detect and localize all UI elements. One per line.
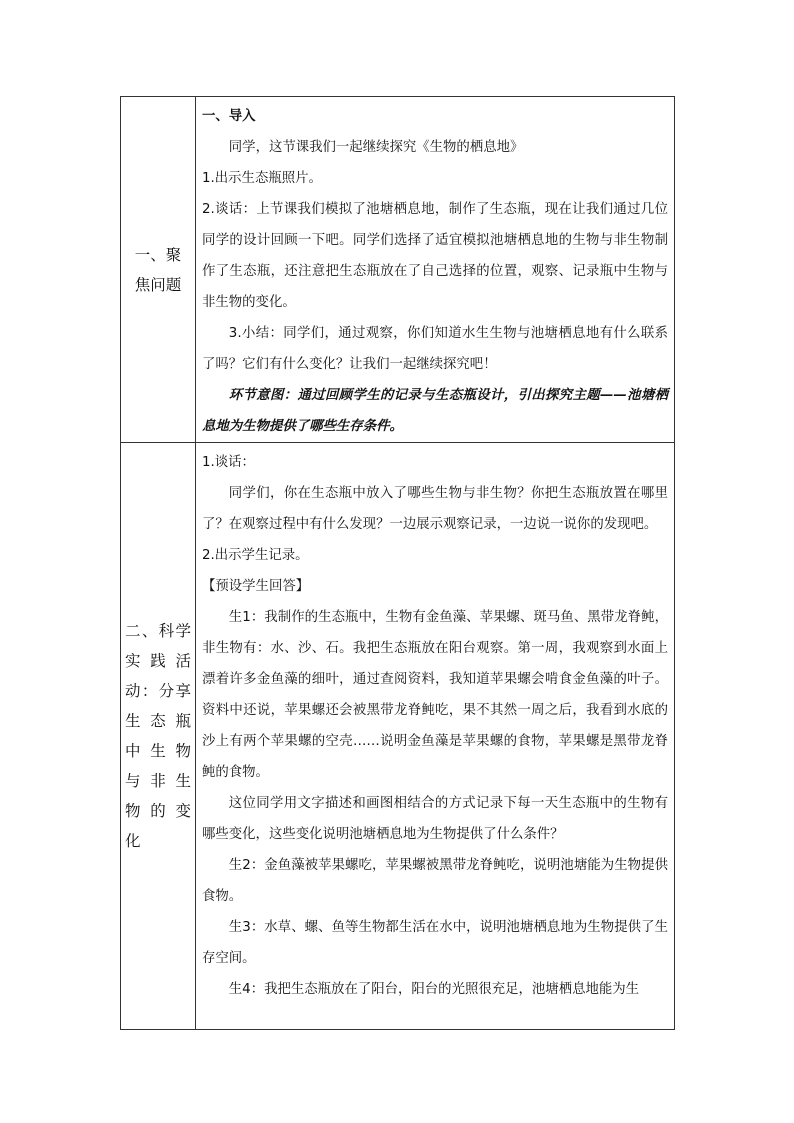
- label-line: 生态瓶: [125, 712, 191, 730]
- paragraph: 2.出示学生记录。: [202, 548, 309, 563]
- section-content-cell: [196, 97, 675, 443]
- paragraph: 这位同学用文字描述和画图相结合的方式记录下每一天生态瓶中的生物有哪些变化，这些变化说明池塘栖息地为生物提供了什么条件？: [202, 796, 668, 842]
- lesson-plan-table: [120, 96, 675, 1030]
- label-line: 物的变: [125, 802, 191, 820]
- label-line: 化: [125, 832, 141, 850]
- label-line: 焦问题: [134, 275, 182, 294]
- section-label-cell: [121, 443, 196, 1030]
- paragraph: 2.谈话：上节课我们模拟了池塘栖息地，制作了生态瓶，现在让我们通过几位同学的设计回顾一下吧。同学们选择了适宜模拟池塘栖息地的生物与非生物制作了生态瓶，还注意把生态瓶放在了自己选择的位置，观察、记录瓶中生物与非生物的变化。: [202, 202, 668, 310]
- section-content-cell: [196, 443, 675, 1030]
- table-row: [121, 97, 675, 443]
- section-content: [196, 443, 674, 1005]
- paragraph: 1.出示生态瓶照片。: [202, 171, 322, 186]
- paragraph: 生2：金鱼藻被苹果螺吃，苹果螺被黑带龙脊鲀吃，说明池塘能为生物提供食物。: [202, 858, 668, 904]
- label-line: 二、科学: [125, 622, 191, 640]
- label-line: 与非生: [125, 772, 191, 790]
- label-line: 实践活: [125, 652, 191, 670]
- paragraph: 3.小结：同学们，通过观察，你们知道水生生物与池塘栖息地有什么联系了吗？它们有什么变化？让我们一起继续探究吧！: [202, 326, 668, 372]
- paragraph: 生3：水草、螺、鱼等生物都生活在水中，说明池塘栖息地为生物提供了生存空间。: [202, 920, 668, 966]
- paragraph: 同学们，你在生态瓶中放入了哪些生物与非生物？你把生态瓶放置在哪里了？在观察过程中有什么发现？一边展示观察记录，一边说一说你的发现吧。: [202, 486, 668, 532]
- section-label-cell: [121, 97, 196, 443]
- table-row: [121, 443, 675, 1030]
- section-heading: 一、导入: [202, 109, 256, 124]
- paragraph: 1.谈话：: [202, 455, 255, 470]
- paragraph: 同学，这节课我们一起继续探究《生物的栖息地》: [228, 140, 524, 155]
- section-label: [121, 616, 195, 856]
- design-intent: 环节意图：通过回顾学生的记录与生态瓶设计，引出探究主题——池塘栖息地为生物提供了哪些生存条件。: [202, 388, 668, 434]
- label-line: 一、聚: [134, 245, 182, 264]
- label-line: 动：分享: [125, 682, 191, 700]
- paragraph: 生4：我把生态瓶放在了阳台，阳台的光照很充足，池塘栖息地能为生: [228, 982, 640, 997]
- section-content: [196, 97, 674, 442]
- section-label: [121, 240, 195, 300]
- paragraph: 生1：我制作的生态瓶中，生物有金鱼藻、苹果螺、斑马鱼、黑带龙脊鲀，非生物有：水、沙、石。我把生态瓶放在阳台观察。第一周，我观察到水面上漂着许多金鱼藻的细叶，通过查阅资料，我知道苹果螺会啃食金鱼藻的叶子。资料中还说，苹果螺还会被黑带龙脊鲀吃，果不其然一周之后，我看到水底的沙上有两个苹果螺的空壳……说明金鱼藻是苹果螺的食物，苹果螺是黑带龙脊鲀的食物。: [202, 610, 668, 780]
- paragraph: 【预设学生回答】: [202, 579, 310, 594]
- label-line: 中生物: [125, 742, 191, 760]
